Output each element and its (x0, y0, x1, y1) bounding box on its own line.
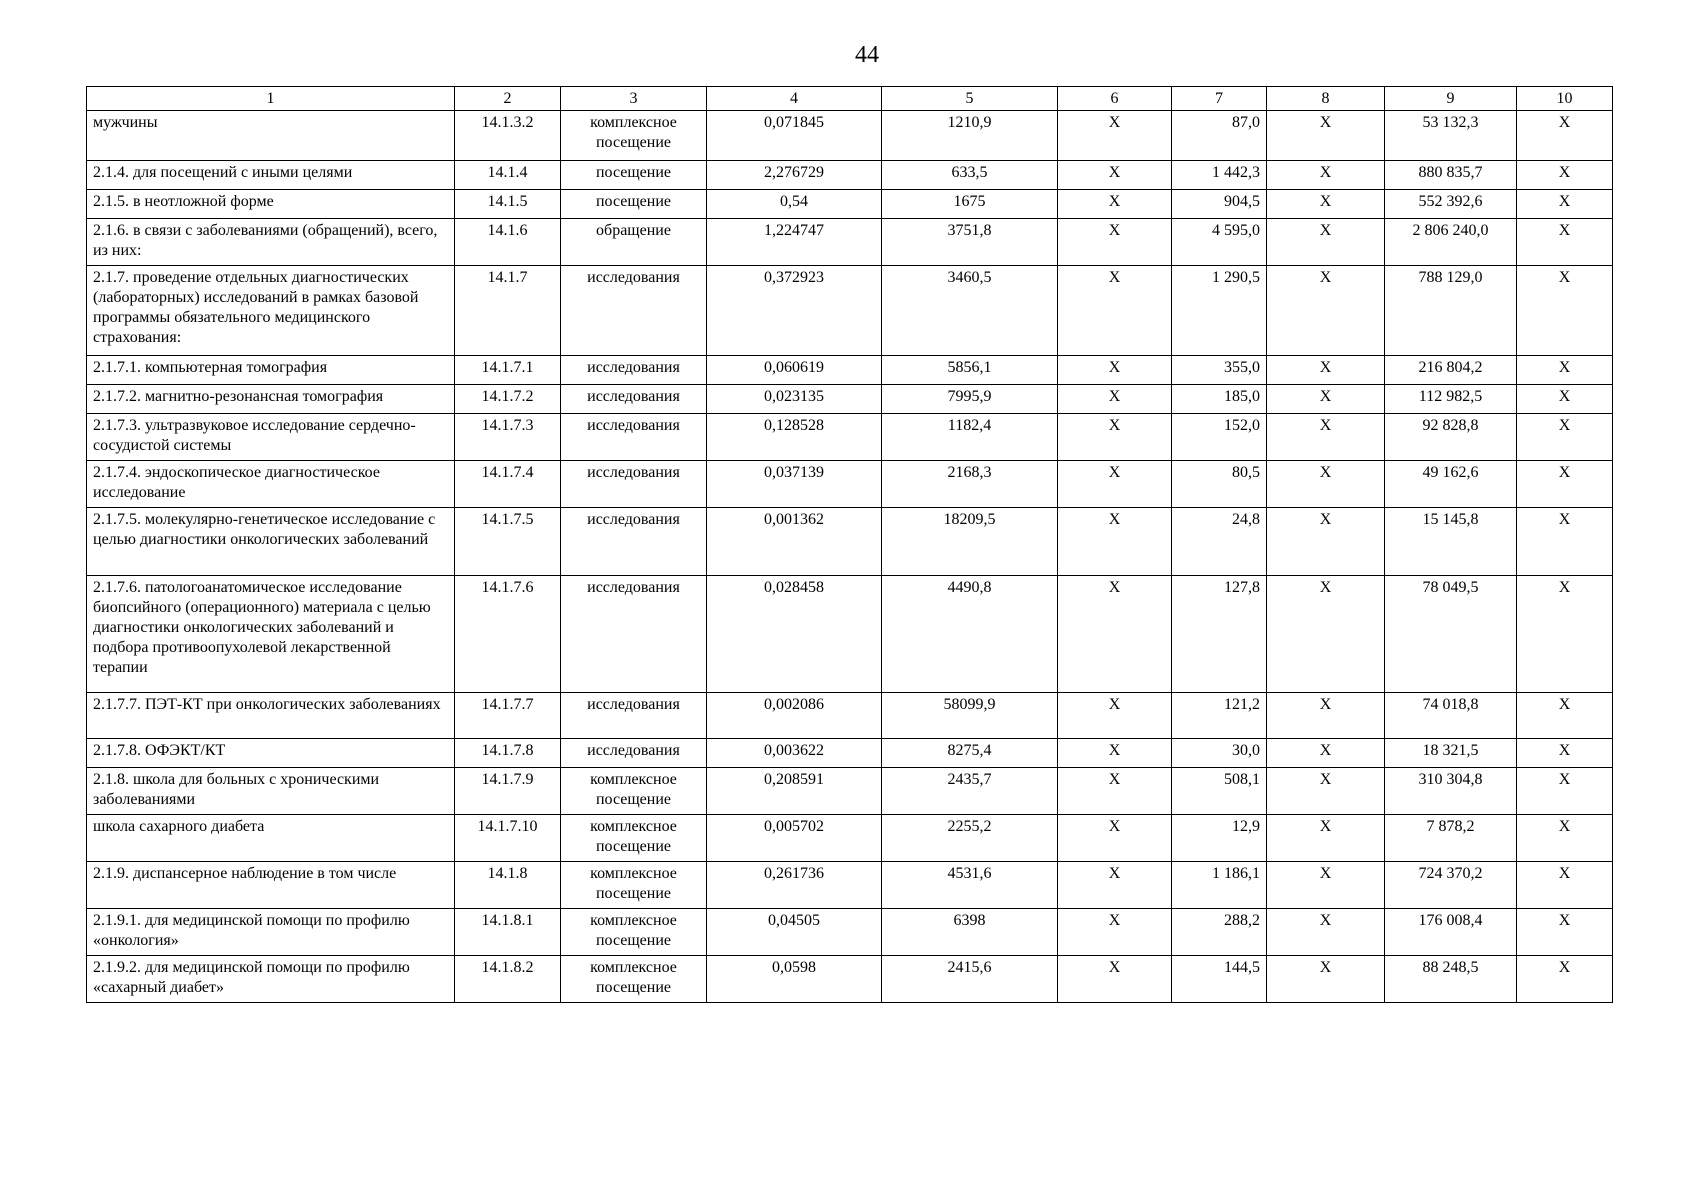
row-norm-cell: 0,372923 (707, 266, 882, 356)
row-col8-cell: X (1267, 161, 1385, 190)
row-col6-cell: X (1058, 508, 1172, 576)
row-unit-cell: комплексное посещение (561, 956, 707, 1003)
row-norm-cell: 0,023135 (707, 385, 882, 414)
norms-table (86, 86, 1613, 1003)
row-col10-cell: X (1517, 161, 1613, 190)
row-norm-cell: 0,001362 (707, 508, 882, 576)
row-per-capita-cell: 288,2 (1172, 909, 1267, 956)
row-per-capita-cell: 80,5 (1172, 461, 1267, 508)
column-header: 6 (1058, 87, 1172, 111)
row-unit-cell: исследования (561, 385, 707, 414)
row-norm-cell: 0,005702 (707, 815, 882, 862)
row-col6-cell: X (1058, 768, 1172, 815)
row-col10-cell: X (1517, 693, 1613, 739)
row-col10-cell: X (1517, 815, 1613, 862)
row-cost-cell: 2415,6 (882, 956, 1058, 1003)
column-header: 10 (1517, 87, 1613, 111)
row-cost-cell: 5856,1 (882, 356, 1058, 385)
row-code-cell: 14.1.7.10 (455, 815, 561, 862)
row-col6-cell: X (1058, 190, 1172, 219)
column-header: 9 (1385, 87, 1517, 111)
row-cost-cell: 3460,5 (882, 266, 1058, 356)
row-col8-cell: X (1267, 356, 1385, 385)
row-total-cell: 552 392,6 (1385, 190, 1517, 219)
table-row (87, 815, 1613, 862)
row-per-capita-cell: 144,5 (1172, 956, 1267, 1003)
row-col6-cell: X (1058, 385, 1172, 414)
row-per-capita-cell: 904,5 (1172, 190, 1267, 219)
row-col10-cell: X (1517, 768, 1613, 815)
row-code-cell: 14.1.8 (455, 862, 561, 909)
row-col6-cell: X (1058, 909, 1172, 956)
row-per-capita-cell: 1 442,3 (1172, 161, 1267, 190)
row-cost-cell: 18209,5 (882, 508, 1058, 576)
row-col6-cell: X (1058, 356, 1172, 385)
row-col6-cell: X (1058, 161, 1172, 190)
row-cost-cell: 4531,6 (882, 862, 1058, 909)
table-row (87, 739, 1613, 768)
row-unit-cell: исследования (561, 693, 707, 739)
row-col6-cell: X (1058, 266, 1172, 356)
table-row (87, 508, 1613, 576)
row-per-capita-cell: 127,8 (1172, 576, 1267, 693)
row-unit-cell: исследования (561, 739, 707, 768)
row-col10-cell: X (1517, 461, 1613, 508)
row-total-cell: 92 828,8 (1385, 414, 1517, 461)
row-norm-cell: 0,04505 (707, 909, 882, 956)
row-col8-cell: X (1267, 508, 1385, 576)
row-col10-cell: X (1517, 111, 1613, 161)
row-code-cell: 14.1.7.2 (455, 385, 561, 414)
table-row (87, 862, 1613, 909)
column-header: 8 (1267, 87, 1385, 111)
row-col8-cell: X (1267, 768, 1385, 815)
row-name-cell: 2.1.7.5. молекулярно-генетическое исследование с целью диагностики онкологических заболеваний (87, 508, 455, 576)
table-row (87, 266, 1613, 356)
column-number-row (87, 87, 1613, 111)
row-col10-cell: X (1517, 739, 1613, 768)
row-code-cell: 14.1.8.1 (455, 909, 561, 956)
row-unit-cell: посещение (561, 190, 707, 219)
row-name-cell: 2.1.7.1. компьютерная томография (87, 356, 455, 385)
row-col10-cell: X (1517, 385, 1613, 414)
row-name-cell: 2.1.7. проведение отдельных диагностических (лабораторных) исследований в рамках базовой программы обязательного медицинского страхования: (87, 266, 455, 356)
row-unit-cell: исследования (561, 356, 707, 385)
row-unit-cell: исследования (561, 266, 707, 356)
row-col6-cell: X (1058, 862, 1172, 909)
row-per-capita-cell: 12,9 (1172, 815, 1267, 862)
row-code-cell: 14.1.8.2 (455, 956, 561, 1003)
row-total-cell: 78 049,5 (1385, 576, 1517, 693)
row-unit-cell: комплексное посещение (561, 768, 707, 815)
table-row (87, 385, 1613, 414)
row-total-cell: 7 878,2 (1385, 815, 1517, 862)
row-cost-cell: 4490,8 (882, 576, 1058, 693)
row-total-cell: 18 321,5 (1385, 739, 1517, 768)
row-name-cell: 2.1.8. школа для больных с хроническими заболеваниями (87, 768, 455, 815)
table-row (87, 576, 1613, 693)
row-col10-cell: X (1517, 219, 1613, 266)
row-col6-cell: X (1058, 693, 1172, 739)
row-col8-cell: X (1267, 190, 1385, 219)
row-code-cell: 14.1.3.2 (455, 111, 561, 161)
row-per-capita-cell: 30,0 (1172, 739, 1267, 768)
row-col6-cell: X (1058, 219, 1172, 266)
row-total-cell: 310 304,8 (1385, 768, 1517, 815)
table-row (87, 693, 1613, 739)
row-col8-cell: X (1267, 266, 1385, 356)
row-name-cell: 2.1.9. диспансерное наблюдение в том числе (87, 862, 455, 909)
row-unit-cell: комплексное посещение (561, 862, 707, 909)
row-norm-cell: 0,003622 (707, 739, 882, 768)
row-total-cell: 216 804,2 (1385, 356, 1517, 385)
row-total-cell: 88 248,5 (1385, 956, 1517, 1003)
row-cost-cell: 1182,4 (882, 414, 1058, 461)
row-total-cell: 112 982,5 (1385, 385, 1517, 414)
column-header: 3 (561, 87, 707, 111)
table-row (87, 190, 1613, 219)
row-norm-cell: 0,002086 (707, 693, 882, 739)
row-unit-cell: посещение (561, 161, 707, 190)
row-unit-cell: исследования (561, 576, 707, 693)
page-number: 44 (855, 42, 879, 68)
column-header: 4 (707, 87, 882, 111)
row-unit-cell: исследования (561, 461, 707, 508)
row-code-cell: 14.1.7.6 (455, 576, 561, 693)
table-body (87, 111, 1613, 1003)
row-col10-cell: X (1517, 266, 1613, 356)
row-col8-cell: X (1267, 739, 1385, 768)
row-norm-cell: 0,060619 (707, 356, 882, 385)
row-col8-cell: X (1267, 414, 1385, 461)
column-header: 7 (1172, 87, 1267, 111)
row-norm-cell: 0,037139 (707, 461, 882, 508)
row-per-capita-cell: 87,0 (1172, 111, 1267, 161)
row-norm-cell: 0,071845 (707, 111, 882, 161)
row-name-cell: 2.1.4. для посещений с иными целями (87, 161, 455, 190)
row-cost-cell: 6398 (882, 909, 1058, 956)
row-norm-cell: 1,224747 (707, 219, 882, 266)
row-col8-cell: X (1267, 385, 1385, 414)
row-col6-cell: X (1058, 414, 1172, 461)
row-col10-cell: X (1517, 576, 1613, 693)
table-row (87, 219, 1613, 266)
row-col6-cell: X (1058, 815, 1172, 862)
row-cost-cell: 2255,2 (882, 815, 1058, 862)
row-col6-cell: X (1058, 576, 1172, 693)
table-row (87, 909, 1613, 956)
row-total-cell: 788 129,0 (1385, 266, 1517, 356)
row-total-cell: 724 370,2 (1385, 862, 1517, 909)
row-per-capita-cell: 1 186,1 (1172, 862, 1267, 909)
row-unit-cell: обращение (561, 219, 707, 266)
row-name-cell: 2.1.7.3. ультразвуковое исследование сердечно-сосудистой системы (87, 414, 455, 461)
row-name-cell: 2.1.7.4. эндоскопическое диагностическое исследование (87, 461, 455, 508)
row-cost-cell: 2435,7 (882, 768, 1058, 815)
row-name-cell: 2.1.9.2. для медицинской помощи по профилю «сахарный диабет» (87, 956, 455, 1003)
row-col8-cell: X (1267, 576, 1385, 693)
row-unit-cell: исследования (561, 508, 707, 576)
row-per-capita-cell: 4 595,0 (1172, 219, 1267, 266)
row-norm-cell: 0,208591 (707, 768, 882, 815)
table-row (87, 356, 1613, 385)
row-cost-cell: 633,5 (882, 161, 1058, 190)
table-row (87, 111, 1613, 161)
row-cost-cell: 7995,9 (882, 385, 1058, 414)
row-cost-cell: 2168,3 (882, 461, 1058, 508)
row-cost-cell: 3751,8 (882, 219, 1058, 266)
row-per-capita-cell: 508,1 (1172, 768, 1267, 815)
row-col6-cell: X (1058, 739, 1172, 768)
row-col8-cell: X (1267, 461, 1385, 508)
row-cost-cell: 58099,9 (882, 693, 1058, 739)
row-col10-cell: X (1517, 190, 1613, 219)
row-name-cell: 2.1.5. в неотложной форме (87, 190, 455, 219)
row-col10-cell: X (1517, 862, 1613, 909)
row-code-cell: 14.1.5 (455, 190, 561, 219)
row-code-cell: 14.1.7.9 (455, 768, 561, 815)
row-name-cell: 2.1.7.8. ОФЭКТ/КТ (87, 739, 455, 768)
row-name-cell: 2.1.7.7. ПЭТ-КТ при онкологических заболеваниях (87, 693, 455, 739)
table-row (87, 161, 1613, 190)
row-col8-cell: X (1267, 111, 1385, 161)
row-total-cell: 176 008,4 (1385, 909, 1517, 956)
row-code-cell: 14.1.7.3 (455, 414, 561, 461)
table-row (87, 956, 1613, 1003)
row-col6-cell: X (1058, 461, 1172, 508)
row-cost-cell: 1210,9 (882, 111, 1058, 161)
row-col10-cell: X (1517, 909, 1613, 956)
row-per-capita-cell: 185,0 (1172, 385, 1267, 414)
row-col8-cell: X (1267, 956, 1385, 1003)
row-col6-cell: X (1058, 956, 1172, 1003)
row-norm-cell: 0,261736 (707, 862, 882, 909)
row-norm-cell: 0,028458 (707, 576, 882, 693)
row-per-capita-cell: 1 290,5 (1172, 266, 1267, 356)
row-norm-cell: 0,128528 (707, 414, 882, 461)
column-header: 2 (455, 87, 561, 111)
row-code-cell: 14.1.7.5 (455, 508, 561, 576)
row-col6-cell: X (1058, 111, 1172, 161)
column-header: 1 (87, 87, 455, 111)
row-name-cell: мужчины (87, 111, 455, 161)
row-total-cell: 53 132,3 (1385, 111, 1517, 161)
row-code-cell: 14.1.7.1 (455, 356, 561, 385)
row-unit-cell: комплексное посещение (561, 909, 707, 956)
row-code-cell: 14.1.6 (455, 219, 561, 266)
row-total-cell: 15 145,8 (1385, 508, 1517, 576)
row-col8-cell: X (1267, 909, 1385, 956)
row-name-cell: 2.1.6. в связи с заболеваниями (обращений), всего, из них: (87, 219, 455, 266)
row-unit-cell: комплексное посещение (561, 111, 707, 161)
row-code-cell: 14.1.7.4 (455, 461, 561, 508)
column-header: 5 (882, 87, 1058, 111)
row-norm-cell: 0,0598 (707, 956, 882, 1003)
row-col10-cell: X (1517, 356, 1613, 385)
row-cost-cell: 8275,4 (882, 739, 1058, 768)
row-unit-cell: комплексное посещение (561, 815, 707, 862)
row-col10-cell: X (1517, 956, 1613, 1003)
row-name-cell: 2.1.7.2. магнитно-резонансная томография (87, 385, 455, 414)
row-code-cell: 14.1.7.8 (455, 739, 561, 768)
row-code-cell: 14.1.4 (455, 161, 561, 190)
row-per-capita-cell: 152,0 (1172, 414, 1267, 461)
row-norm-cell: 2,276729 (707, 161, 882, 190)
row-col8-cell: X (1267, 862, 1385, 909)
row-col8-cell: X (1267, 693, 1385, 739)
row-col10-cell: X (1517, 414, 1613, 461)
table-row (87, 461, 1613, 508)
row-name-cell: 2.1.7.6. патологоанатомическое исследование биопсийного (операционного) материала с целью диагностики онкологических заболеваний и подбора противоопухолевой лекарственной терапии (87, 576, 455, 693)
row-col8-cell: X (1267, 219, 1385, 266)
row-total-cell: 2 806 240,0 (1385, 219, 1517, 266)
row-cost-cell: 1675 (882, 190, 1058, 219)
row-code-cell: 14.1.7 (455, 266, 561, 356)
row-name-cell: 2.1.9.1. для медицинской помощи по профилю «онкология» (87, 909, 455, 956)
row-per-capita-cell: 24,8 (1172, 508, 1267, 576)
row-col8-cell: X (1267, 815, 1385, 862)
row-col10-cell: X (1517, 508, 1613, 576)
row-code-cell: 14.1.7.7 (455, 693, 561, 739)
row-norm-cell: 0,54 (707, 190, 882, 219)
row-per-capita-cell: 121,2 (1172, 693, 1267, 739)
table-row (87, 414, 1613, 461)
row-per-capita-cell: 355,0 (1172, 356, 1267, 385)
row-total-cell: 880 835,7 (1385, 161, 1517, 190)
row-unit-cell: исследования (561, 414, 707, 461)
row-name-cell: школа сахарного диабета (87, 815, 455, 862)
row-total-cell: 49 162,6 (1385, 461, 1517, 508)
row-total-cell: 74 018,8 (1385, 693, 1517, 739)
table-row (87, 768, 1613, 815)
